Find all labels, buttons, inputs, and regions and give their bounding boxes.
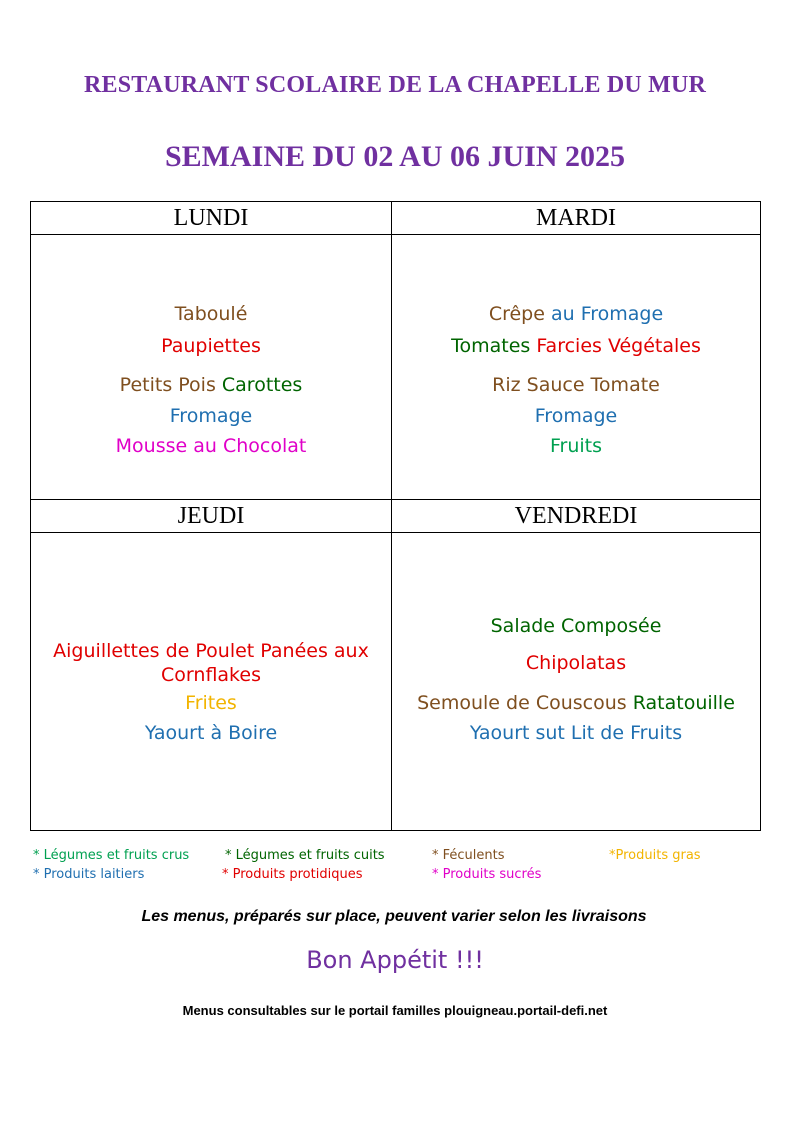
menu-item-starter-part1: Crêpe [488, 303, 545, 325]
legend-cooked: * Légumes et fruits cuits [225, 848, 385, 863]
menu-item-starter: Salade Composée [490, 615, 662, 637]
menu-item-cheese: Fromage [534, 405, 618, 427]
legend-fat: *Produits gras [609, 848, 701, 863]
legend-raw: * Légumes et fruits crus [33, 848, 190, 863]
restaurant-title: RESTAURANT SCOLAIRE DE LA CHAPELLE DU MUR [83, 72, 707, 98]
menu-item-main-part1: Tomates [451, 335, 531, 357]
menu-cell-tuesday [392, 235, 761, 500]
menu-item-starter: Taboulé [174, 303, 248, 325]
menu-item-main [392, 334, 760, 358]
menu-item-side [392, 691, 760, 715]
menu-item-main: Paupiettes [161, 335, 261, 357]
legend-protein: * Produits protidiques [222, 867, 363, 882]
menu-item-dessert: Fruits [549, 435, 603, 457]
week-title: SEMAINE DU 02 AU 06 JUIN 2025 [164, 140, 626, 173]
legend-dairy: * Produits laitiers [33, 867, 145, 882]
disclaimer-note: Les menus, préparés sur place, peuvent varier selon les livraisons [141, 908, 647, 925]
menu-item-side [31, 373, 391, 397]
day-header-friday: VENDREDI [392, 500, 761, 533]
legend-sweet: * Produits sucrés [432, 867, 542, 882]
menu-item-dessert: Yaourt sut Lit de Fruits [469, 722, 683, 744]
menu-item-side-part2: Ratatouille [632, 692, 735, 714]
menu-item-main-part2: Farcies Végétales [536, 335, 701, 357]
menu-item-main-cont: Cornflakes [161, 664, 261, 686]
menu-item-side-part1: Petits Pois [119, 374, 216, 396]
menu-item-starter-part2: au Fromage [550, 303, 664, 325]
menu-item-cheese: Fromage [169, 405, 253, 427]
menu-item-side: Riz Sauce Tomate [492, 374, 660, 396]
menu-item-main: Chipolatas [525, 652, 627, 674]
menu-item-dessert: Mousse au Chocolat [115, 435, 307, 457]
menu-cell-monday [31, 235, 392, 500]
legend-starch: * Féculents [432, 848, 505, 863]
menu-item-side: Frites [185, 692, 237, 714]
menu-table [30, 201, 761, 831]
menu-item-side-part2: Carottes [221, 374, 303, 396]
menu-item-main: Aiguillettes de Poulet Panées aux [53, 640, 369, 662]
menu-item-side-part1: Semoule de Couscous [417, 692, 627, 714]
day-header-monday: LUNDI [31, 202, 392, 235]
menu-item-dessert: Yaourt à Boire [144, 722, 278, 744]
footer-note: Menus consultables sur le portail familles plouigneau.portail-defi.net [182, 1003, 608, 1018]
menu-item-starter [392, 302, 760, 326]
greeting: Bon Appétit !!! [306, 946, 484, 974]
day-header-tuesday: MARDI [392, 202, 761, 235]
day-header-thursday: JEUDI [31, 500, 392, 533]
menu-cell-thursday [31, 533, 392, 831]
menu-cell-friday [392, 533, 761, 831]
